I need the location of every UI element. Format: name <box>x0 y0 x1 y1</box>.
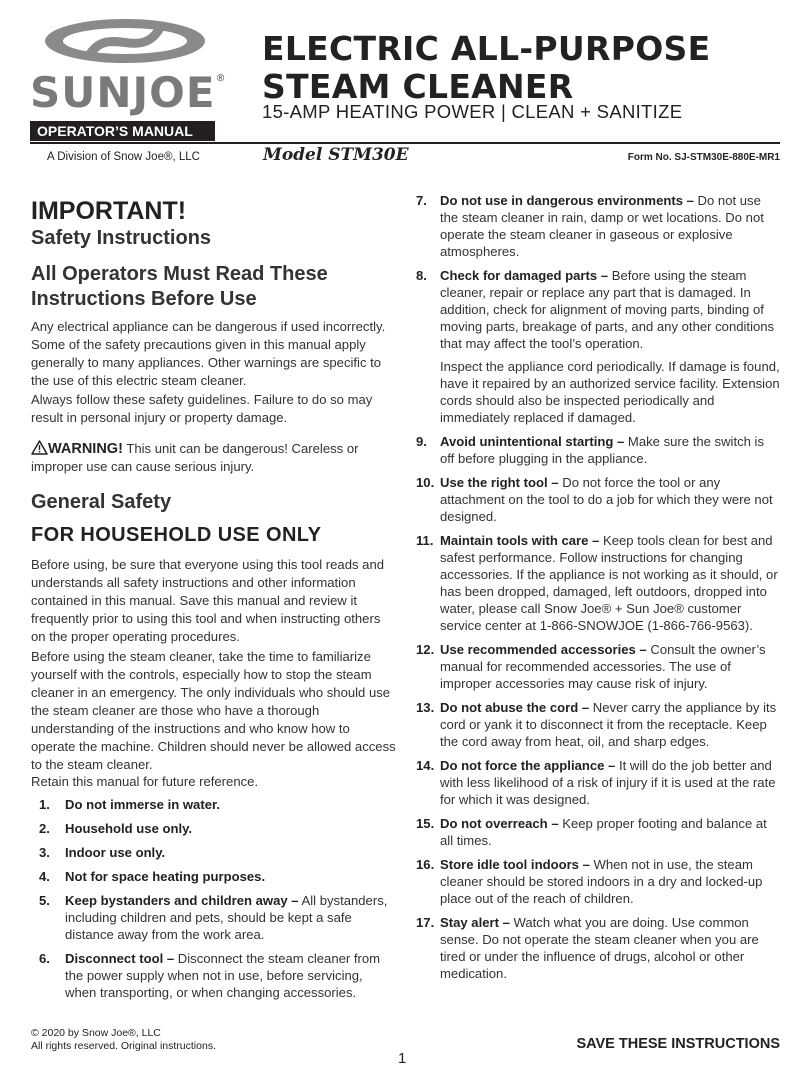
list-item: 2. Household use only. <box>39 821 193 836</box>
operators-manual-label: OPERATOR’S MANUAL <box>30 121 215 141</box>
brand-wordmark: SUNJOE® <box>30 68 227 117</box>
copyright-line: © 2020 by Snow Joe®, LLC <box>31 1027 161 1039</box>
list-item: 1. Do not immerse in water. <box>39 797 220 812</box>
intro-paragraph-2: Always follow these safety guidelines. Failure to do so may result in personal injury or property damage. <box>31 392 373 425</box>
intro-paragraph-1: Any electrical appliance can be dangerous if used incorrectly. Some of the safety precautions given in this manual apply generally to many appliances. Other warnings are specific to the use of this electric steam cleaner. <box>31 319 386 388</box>
safety-rules-list-left <box>39 796 395 1008</box>
document-title <box>262 30 710 106</box>
save-instructions-footer: SAVE THESE INSTRUCTIONS <box>576 1036 780 1052</box>
list-item: 8. Check for damaged parts – Before using the steam cleaner, repair or replace any part that is damaged. In addition, check for alignment of moving parts, binding of moving parts, breakage of parts, and any other conditions that may affect the tool’s operation. Inspect the appliance cord periodically. If damage is found, have it repaired by an authorized service facility. Extension cords should also be inspected periodically and immediately replaced if damaged. <box>416 268 780 425</box>
general-safety-heading: General Safety <box>31 491 172 513</box>
list-item: 17. Stay alert – Watch what you are doing. Use common sense. Do not operate the steam cleaner when you are tired or under the influence of drugs, alcohol or other medication. <box>416 915 759 981</box>
warning-notice <box>31 440 393 476</box>
warning-label: WARNING! <box>48 441 123 457</box>
safety-rules-list-right <box>416 192 780 989</box>
sunjoe-emblem-icon <box>30 14 220 74</box>
list-item: 3. Indoor use only. <box>39 845 166 860</box>
list-item: 13. Do not abuse the cord – Never carry the appliance by its cord or yank it to disconnect it from the receptacle. Keep the cord away from heat, oil, and sharp edges. <box>416 700 777 749</box>
brand-logo <box>30 14 227 117</box>
list-item: 11. Maintain tools with care – Keep tools clean for best and safest performance. Follow instructions for changing accessories. If the appliance is not working as it should, or has been dropped, damaged, left outdoors, dropped into water, please call Snow Joe® + Sun Joe® customer service center at 1-866-SNOWJOE (1-866-766-9563). <box>416 533 778 633</box>
list-item: 10. Use the right tool – Do not force the tool or any attachment on the tool to do a job for which they were not designed. <box>416 475 773 524</box>
list-item: 15. Do not overreach – Keep proper footing and balance at all times. <box>416 816 767 848</box>
list-item: 6. Disconnect tool – Disconnect the steam cleaner from the power supply when not in use, before servicing, when transporting, or when changing accessories. <box>39 951 381 1000</box>
list-item: 12. Use recommended accessories – Consult the owner’s manual for recommended accessories. The use of improper accessories may cause risk of injury. <box>416 642 766 691</box>
list-item: 16. Store idle tool indoors – When not in use, the steam cleaner should be stored indoors in a dry and locked-up place out of the reach of children. <box>416 857 763 906</box>
before-using-paragraph-1: Before using, be sure that everyone using this tool reads and understands all safety instructions and other information contained in this manual. Save this manual and review it frequently prior to using this tool and when instructing others on the proper operating procedures. <box>31 557 385 644</box>
list-item: 5. Keep bystanders and children away – All bystanders, including children and pets, should be kept a safe distance away from the work area. <box>39 893 388 942</box>
warning-triangle-icon <box>31 440 48 455</box>
page-number: 1 <box>398 1050 407 1067</box>
title-line-1: ELECTRIC ALL-PURPOSE <box>262 29 711 68</box>
retain-manual-text: Retain this manual for future reference. <box>31 774 259 789</box>
header-divider <box>30 142 780 144</box>
important-heading: IMPORTANT! <box>31 197 187 225</box>
copyright-notice <box>31 1027 216 1053</box>
list-item: 9. Avoid unintentional starting – Make sure the switch is off before plugging in the appliance. <box>416 434 765 466</box>
list-item: 7. Do not use in dangerous environments – Do not use the steam cleaner in rain, damp or wet locations. Do not operate the steam cleaner in gaseous or explosive atmospheres. <box>416 193 764 259</box>
rights-line: All rights reserved. Original instructions. <box>31 1040 216 1052</box>
document-subtitle: 15-AMP HEATING POWER | CLEAN + SANITIZE <box>262 101 683 122</box>
form-number: Form No. SJ-STM30E-880E-MR1 <box>627 152 780 163</box>
division-text: A Division of Snow Joe®, LLC <box>47 151 200 163</box>
safety-instructions-heading: Safety Instructions <box>31 227 212 249</box>
before-using-paragraph-2: Before using the steam cleaner, take the time to familiarize yourself with the controls, especially how to stop the steam cleaner in an emergency. The only individuals who should use the steam cleaner are those who have a thorough understanding of the instructions and who know how to operate the machine. Children should never be allowed access to the steam cleaner. <box>31 649 396 772</box>
model-number: Model STM30E <box>263 145 409 165</box>
must-read-heading: All Operators Must Read These Instructions Before Use <box>31 263 328 310</box>
warning-text: This unit can be dangerous! Careless or improper use can cause serious injury. <box>31 441 359 474</box>
household-use-heading: FOR HOUSEHOLD USE ONLY <box>31 524 322 546</box>
title-line-2: STEAM CLEANER <box>262 67 574 106</box>
list-item: 4. Not for space heating purposes. <box>39 869 266 884</box>
list-item: 14. Do not force the appliance – It will do the job better and with less likelihood of a risk of injury if it is used at the rate for which it was designed. <box>416 758 776 807</box>
